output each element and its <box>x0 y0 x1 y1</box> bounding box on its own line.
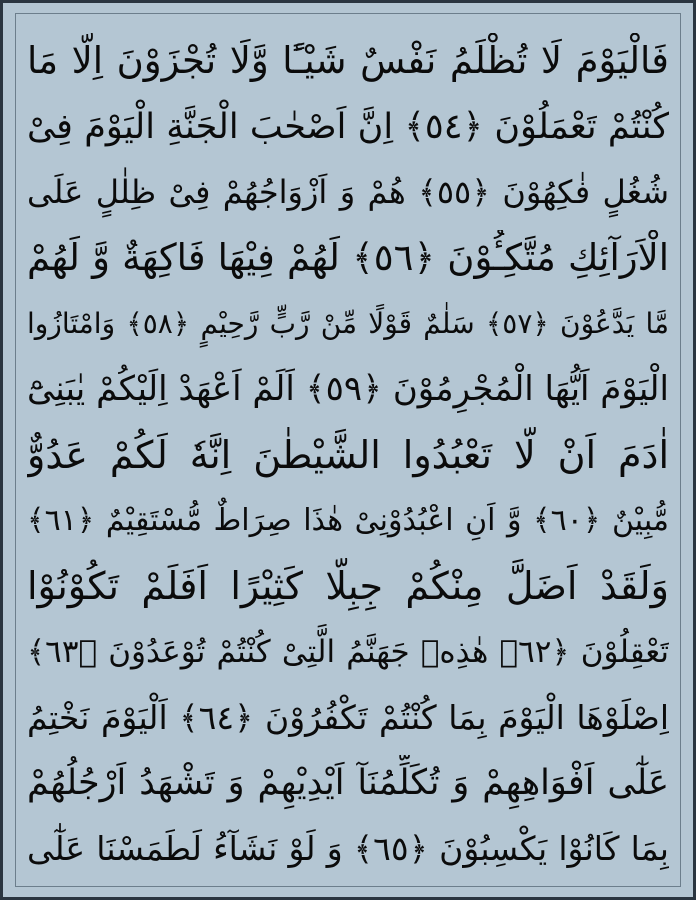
verse-line: اٰدَمَ اَنْ لَّا تَعْبُدُوا الشَّيْطٰنَ اِنَّهٗ لَكُمْ عَدُوٌّ <box>27 432 669 477</box>
verse-line: اِصْلَوْهَا الْيَوْمَ بِمَا كُنْتُمْ تَكْفُرُوْنَ ﴿٦٤﴾ اَلْيَوْمَ نَخْتِمُ <box>27 697 669 737</box>
verse-line: مُّبِيْنٌ ﴿٦٠﴾ وَّ اَنِ اعْبُدُوْنِىْ هٰذَا صِرَاطٌ مُّسْتَقِيْمٌ ﴿٦١﴾ <box>27 502 669 538</box>
verse-line: الْيَوْمَ اَيُّهَا الْمُجْرِمُوْنَ ﴿٥٩﴾ اَلَمْ اَعْهَدْ اِلَيْكُمْ يٰبَنِىْٓ <box>27 369 669 410</box>
verse-line: شُغُلٍ فٰكِهُوْنَ ﴿٥٥﴾ هُمْ وَ اَزْوَاجُهُمْ فِىْ ظِلٰلٍ عَلَى <box>27 173 669 212</box>
verse-line: بِمَا كَانُوْا يَكْسِبُوْنَ ﴿٦٥﴾ وَ لَوْ نَشَآءُ لَطَمَسْنَا عَلٰٓى <box>27 828 669 868</box>
verse-line: كُنْتُمْ تَعْمَلُوْنَ ﴿٥٤﴾ اِنَّ اَصْحٰبَ الْجَنَّةِ الْيَوْمَ فِىْ <box>27 106 669 147</box>
verse-line: فَالْيَوْمَ لَا تُظْلَمُ نَفْسٌ شَيْـًٔا وَّلَا تُجْزَوْنَ اِلَّا مَا <box>27 39 669 82</box>
verse-line: مَّا يَدَّعُوْنَ ﴿٥٧﴾ سَلٰمٌ قَوْلًا مِّنْ رَّبٍّ رَّحِيْمٍ ﴿٥٨﴾ وَامْتَازُوا <box>27 306 669 340</box>
verse-line: عَلٰٓى اَفْوَاهِهِمْ وَ تُكَلِّمُنَآ اَيْدِيْهِمْ وَ تَشْهَدُ اَرْجُلُهُمْ <box>27 763 669 804</box>
verse-lines <box>27 33 669 877</box>
verse-line: الْاَرَآئِكِ مُتَّكِـُٔوْنَ ﴿٥٦﴾ لَهُمْ فِيْهَا فَاكِهَةٌ وَّ لَهُمْ <box>27 235 669 279</box>
verse-line: تَعْقِلُوْنَ ﴿٦٢﴾ هٰذِهٖ جَهَنَّمُ الَّتِىْ كُنْتُمْ تُوْعَدُوْنَ ﴿٦٣﴾ <box>27 633 669 670</box>
verse-line: وَلَقَدْ اَضَلَّ مِنْكُمْ جِبِلًّا كَثِيْرًا اَفَلَمْ تَكُوْنُوْا <box>27 564 669 609</box>
